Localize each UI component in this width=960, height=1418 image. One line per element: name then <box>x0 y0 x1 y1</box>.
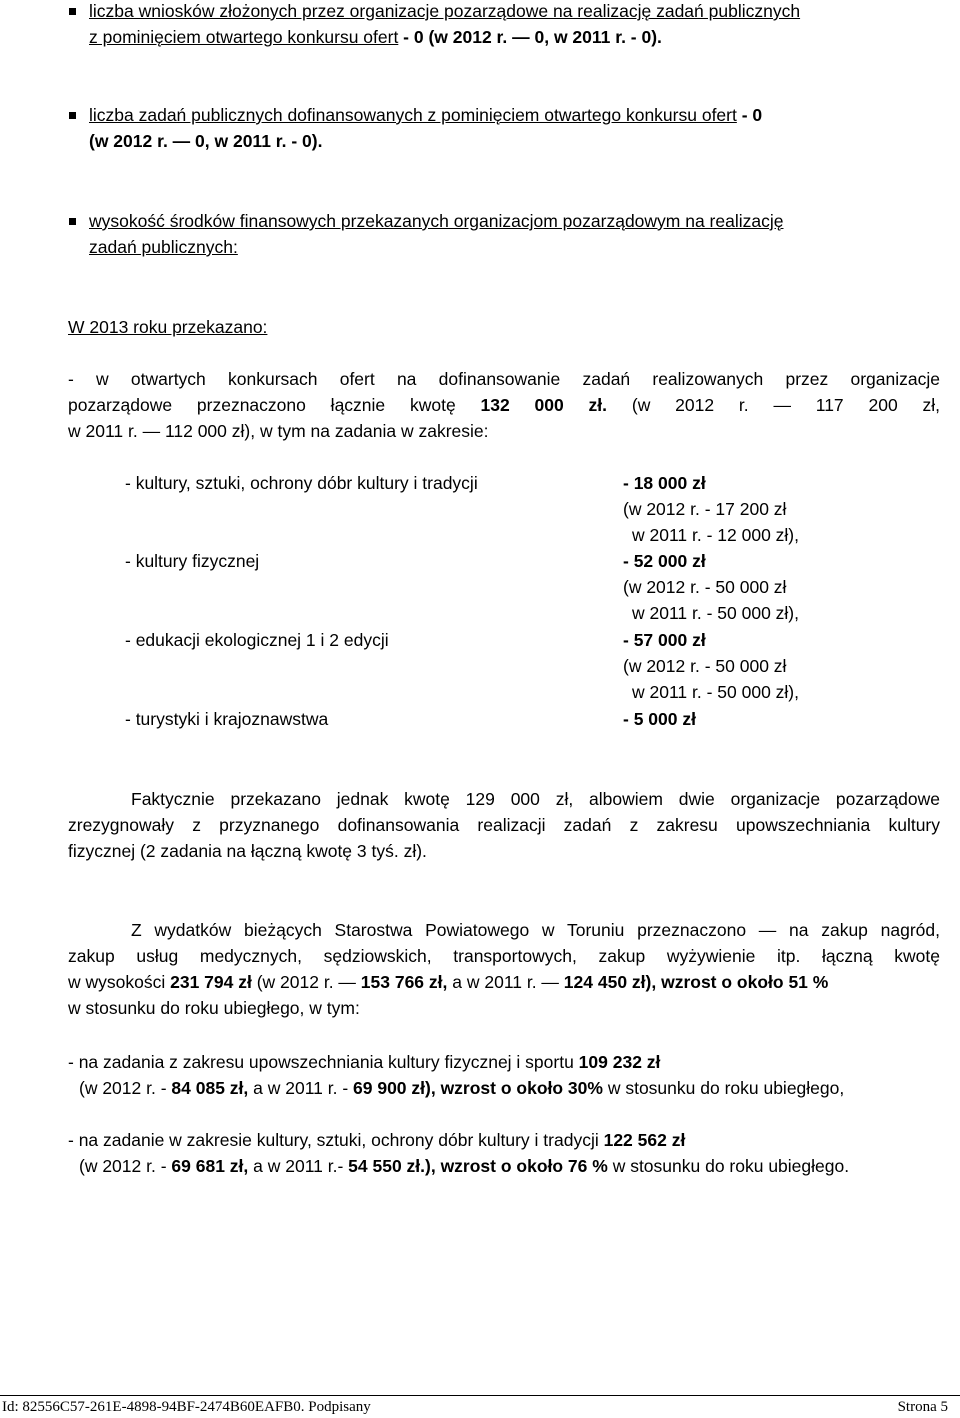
expenses-text: w wysokości <box>68 972 171 992</box>
culture-text: (w 2012 r. - <box>79 1156 172 1176</box>
section-heading: W 2013 roku przekazano: <box>68 317 268 337</box>
expenses-line-4: w stosunku do roku ubiegłego, w tym: <box>68 998 360 1018</box>
category-prev-2012: (w 2012 r. - 50 000 zł <box>623 577 787 597</box>
category-amount: - 18 000 zł <box>623 473 706 493</box>
intro-text: (w 2012 r. ― 117 200 zł, <box>631 395 940 415</box>
bullet-text-underlined: liczba zadań publicznych dofinansowanych z pominięciem otwartego konkursu ofert <box>89 105 737 125</box>
actual-line-2: zrezygnowały z przyznanego dofinansowania realizacji zadań z zakresu upowszechniania kultury <box>68 815 940 835</box>
culture-total: 122 562 zł <box>603 1130 686 1150</box>
bullet-value: - 0 (w 2012 r. ― 0, w 2011 r. - 0). <box>398 27 662 47</box>
bullet-text: wysokość środków finansowych przekazanych organizacjom pozarządowym na realizację <box>89 211 784 231</box>
category-prev-2011: w 2011 r. - 50 000 zł), <box>632 603 799 623</box>
culture-text: a w 2011 r.- <box>248 1156 349 1176</box>
intro-line-1: - w otwartych konkursach ofert na dofinansowanie zadań realizowanych przez organizacje <box>68 369 940 389</box>
intro-line-3: w 2011 r. ― 112 000 zł), w tym na zadania w zakresie: <box>68 421 489 441</box>
category-label: - edukacji ekologicznej 1 i 2 edycji <box>125 630 389 650</box>
actual-line-1: Faktycznie przekazano jednak kwotę 129 000 zł, albowiem dwie organizacje pozarządowe <box>131 789 940 809</box>
bullet-text-cont: zadań publicznych: <box>89 237 238 257</box>
sport-text: a w 2011 r. - <box>248 1078 354 1098</box>
bullet-value: - 0 <box>736 105 763 125</box>
category-amount: - 57 000 zł <box>623 630 706 650</box>
bullet-text-underlined: z pominięciem otwartego konkursu ofert <box>89 27 399 47</box>
intro-total-amount: 132 000 zł. <box>480 395 608 415</box>
square-bullet-icon <box>69 112 76 119</box>
expenses-line-1: Z wydatków bieżących Starostwa Powiatowego w Toruniu przeznaczono ― na zakup nagród, <box>131 920 940 940</box>
sport-2011-growth: 69 900 zł), wzrost o około 30% <box>353 1078 603 1098</box>
culture-2011-growth: 54 550 zł.), wzrost o około 76 % <box>348 1156 608 1176</box>
actual-line-3: fizycznej (2 zadania na łączną kwotę 3 tyś. zł). <box>68 841 427 861</box>
square-bullet-icon <box>69 218 76 225</box>
culture-text: - na zadanie w zakresie kultury, sztuki, ochrony dóbr kultury i tradycji <box>68 1130 604 1150</box>
category-prev-2011: w 2011 r. - 50 000 zł), <box>632 682 799 702</box>
intro-text: pozarządowe przeznaczono łącznie kwotę <box>68 395 456 415</box>
category-amount: - 5 000 zł <box>623 709 696 729</box>
expenses-2012: 153 766 zł, <box>360 972 448 992</box>
culture-2012: 69 681 zł, <box>171 1156 249 1176</box>
category-label: - kultury, sztuki, ochrony dóbr kultury i tradycji <box>125 473 478 493</box>
expenses-total: 231 794 zł <box>170 972 252 992</box>
expenses-text: a w 2011 r. ― <box>447 972 564 992</box>
page-number: Strona 5 <box>897 1399 948 1415</box>
bullet-value-cont: (w 2012 r. ― 0, w 2011 r. - 0). <box>89 131 323 151</box>
culture-text: w stosunku do roku ubiegłego. <box>607 1156 850 1176</box>
sport-line-2 <box>79 1075 844 1101</box>
category-label: - turystyki i krajoznawstwa <box>125 709 329 729</box>
sport-line-1 <box>68 1049 660 1075</box>
expenses-line-3 <box>68 969 828 995</box>
intro-line-2 <box>68 392 940 418</box>
bullet-text: liczba wniosków złożonych przez organizacje pozarządowe na realizację zadań publicznych <box>89 1 801 21</box>
sport-text: (w 2012 r. - <box>79 1078 172 1098</box>
expenses-2011-growth: 124 450 zł), wzrost o około 51 % <box>563 972 829 992</box>
expenses-text: (w 2012 r. ― <box>251 972 361 992</box>
category-prev-2012: (w 2012 r. - 50 000 zł <box>623 656 787 676</box>
bullet-text-cont <box>89 24 662 50</box>
category-amount: - 52 000 zł <box>623 551 706 571</box>
category-prev-2012: (w 2012 r. - 17 200 zł <box>623 499 787 519</box>
culture-line-2 <box>79 1153 849 1179</box>
sport-text: - na zadania z zakresu upowszechniania kultury fizycznej i sportu <box>68 1052 579 1072</box>
document-id: Id: 82556C57-261E-4898-94BF-2474B60EAFB0. Podpisany <box>2 1399 371 1415</box>
sport-2012: 84 085 zł, <box>171 1078 249 1098</box>
sport-text: w stosunku do roku ubiegłego, <box>602 1078 845 1098</box>
bullet-text <box>89 102 762 128</box>
category-label: - kultury fizycznej <box>125 551 260 571</box>
sport-total: 109 232 zł <box>578 1052 661 1072</box>
culture-line-1 <box>68 1127 685 1153</box>
category-prev-2011: w 2011 r. - 12 000 zł), <box>632 525 799 545</box>
expenses-line-2: zakup usług medycznych, sędziowskich, transportowych, zakup wyżywienie itp. łączną kwotę <box>68 946 940 966</box>
page-footer <box>0 1395 960 1418</box>
square-bullet-icon <box>69 8 76 15</box>
